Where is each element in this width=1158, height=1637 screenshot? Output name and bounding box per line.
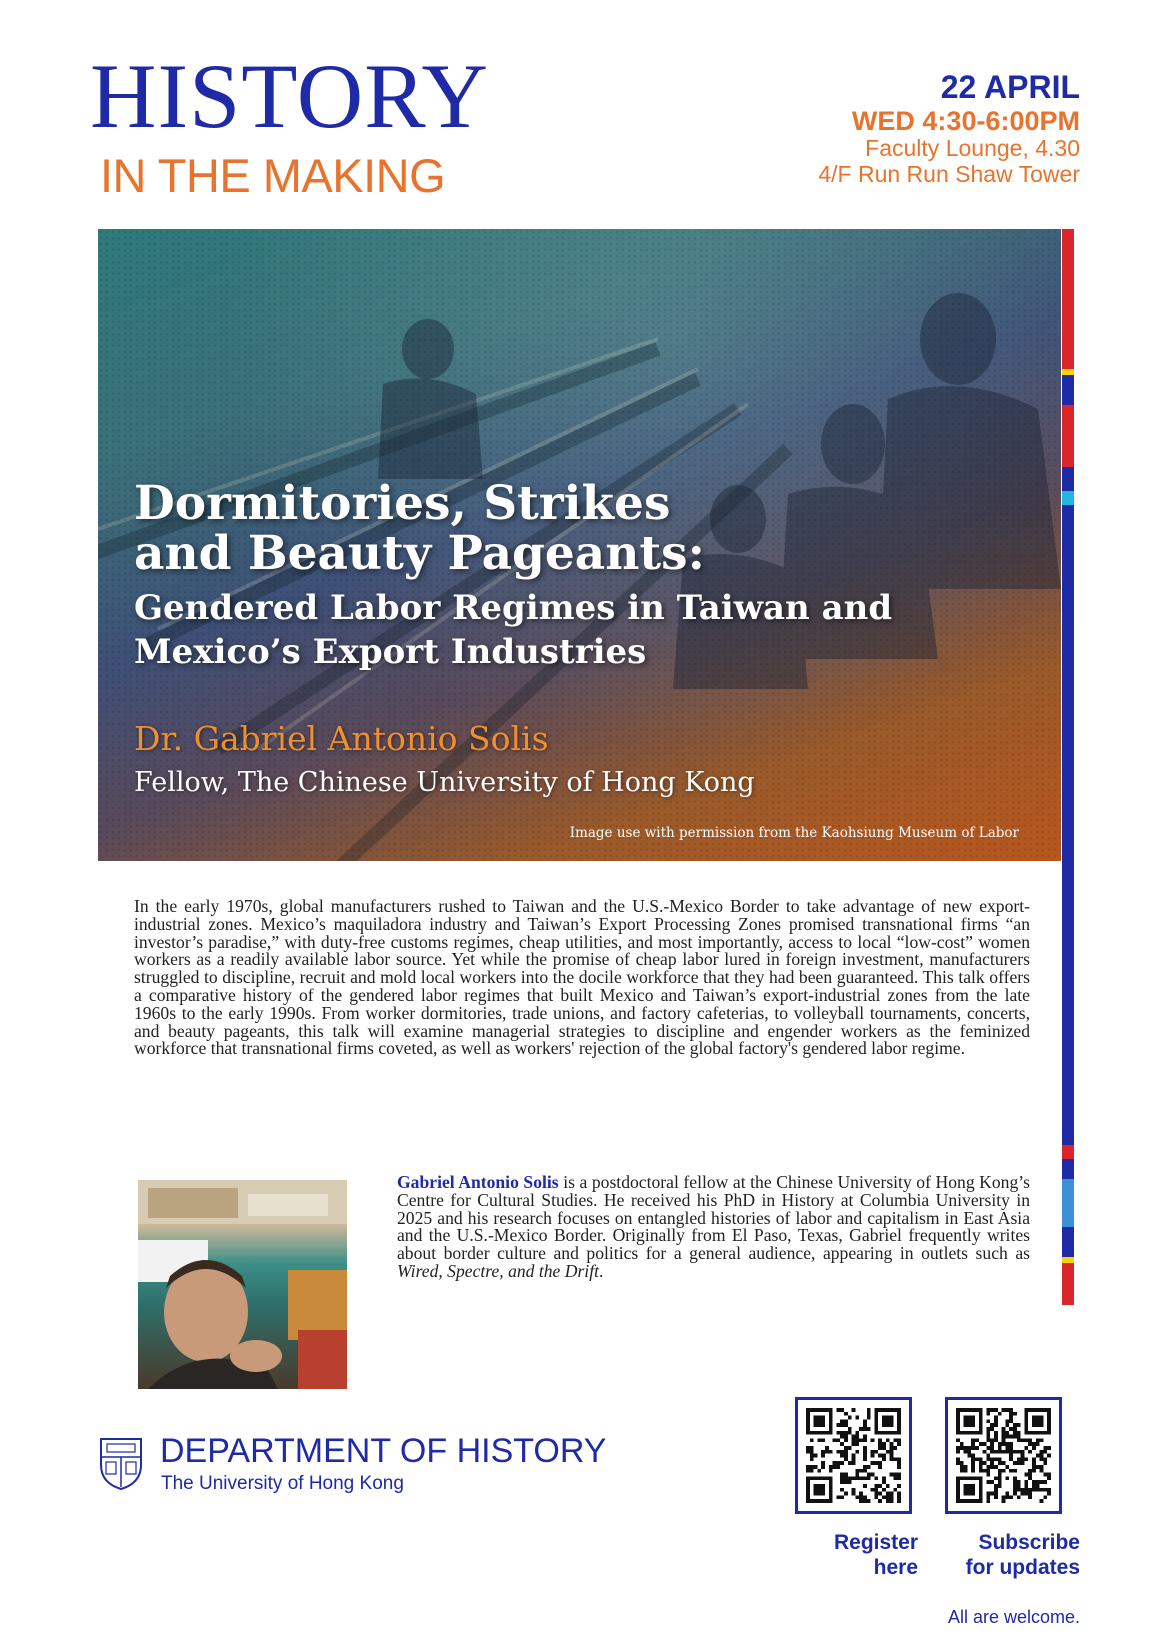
event-venue-building: 4/F Run Run Shaw Tower [818, 160, 1080, 187]
bio-speaker-name: Gabriel Antonio Solis [397, 1172, 559, 1192]
talk-subtitle-line-1: Gendered Labor Regimes in Taiwan and [134, 587, 893, 628]
event-date: 22 APRIL [940, 69, 1080, 105]
subscribe-label-line-2: for updates [965, 1556, 1080, 1580]
talk-subtitle [134, 586, 892, 674]
subscribe-label[interactable] [966, 1530, 1080, 1580]
qr-code-icon [806, 1408, 901, 1503]
speaker-name: Dr. Gabriel Antonio Solis [134, 719, 549, 758]
talk-title [134, 476, 893, 674]
image-credit: Image use with permission from the Kaohsiung Museum of Labor [569, 825, 1019, 841]
subscribe-label-line-1: Subscribe [978, 1531, 1080, 1554]
register-label-line-2: here [873, 1556, 918, 1580]
talk-abstract: In the early 1970s, global manufacturers rushed to Taiwan and the U.S.-Mexico Border to take advantage of new export-industrial zones. Mexico’s maquiladora industry and Taiwan’s Export Processing Zones promised transnational firms “an investor’s paradise,” with duty-free customs regimes, cheap utilities, and most importantly, access to local “low-cost” women workers as a readily available labor source. Yet while the promise of cheap labor lured in foreign investment, manufacturers struggled to discipline, recruit and mold local workers into the docile workforce that they had been guaranteed. This talk offers a comparative history of the gendered labor regimes that built Mexico and Taiwan’s export-industrial zones from the late 1960s to the early 1990s. From worker dormitories, trade unions, and factory cafeterias, to volleyball tournaments, concerts, and beauty pageants, this talk will examine managerial strategies to discipline and engender workers as the feminized workforce that transnational firms coveted, as well as workers' rejection of the global factory's gendered labor regime. [134, 896, 1030, 1059]
event-info [818, 70, 1080, 188]
series-title: HISTORY [90, 45, 489, 147]
university-crest-icon [98, 1435, 144, 1491]
qr-code-icon [956, 1408, 1051, 1503]
hero-banner [98, 229, 1061, 861]
talk-title-line-2: and Beauty Pageants: [134, 526, 705, 582]
bio-end: . [598, 1260, 604, 1281]
speaker-photo [138, 1180, 347, 1389]
decorative-color-stripe [1062, 229, 1074, 1637]
speaker-bio [397, 1174, 1030, 1281]
subscribe-qr-code[interactable] [945, 1397, 1062, 1514]
event-venue-room: Faculty Lounge, 4.30 [865, 135, 1080, 162]
department-name: DEPARTMENT OF HISTORY [160, 1432, 607, 1470]
speaker-affiliation: Fellow, The Chinese University of Hong Kong [134, 767, 755, 798]
event-time: WED 4:30-6:00PM [851, 105, 1080, 136]
university-name: The University of Hong Kong [161, 1473, 404, 1494]
welcome-note: All are welcome. [947, 1607, 1080, 1627]
talk-title-line-1: Dormitories, Strikes [134, 476, 671, 531]
register-qr-code[interactable] [795, 1397, 912, 1514]
speaker-portrait-illustration [138, 1180, 347, 1389]
series-subtitle: IN THE MAKING [100, 149, 446, 202]
talk-subtitle-line-2: Mexico’s Export Industries [134, 631, 647, 672]
bio-text: is a postdoctoral fellow at the Chinese University of Hong Kong’s Centre for Cultural Studies. He received his PhD in History at Columbia University in 2025 and his research focuses on entangled histories of labor and capitalism in East Asia and the U.S.-Mexico Border. Originally from El Paso, Texas, Gabriel frequently writes about border culture and politics for a general audience, appearing in outlets such as [397, 1172, 1031, 1264]
register-label-line-1: Register [833, 1531, 918, 1554]
bio-outlets: Wired, Spectre, and the Drift [397, 1260, 599, 1281]
register-label[interactable] [834, 1530, 918, 1580]
